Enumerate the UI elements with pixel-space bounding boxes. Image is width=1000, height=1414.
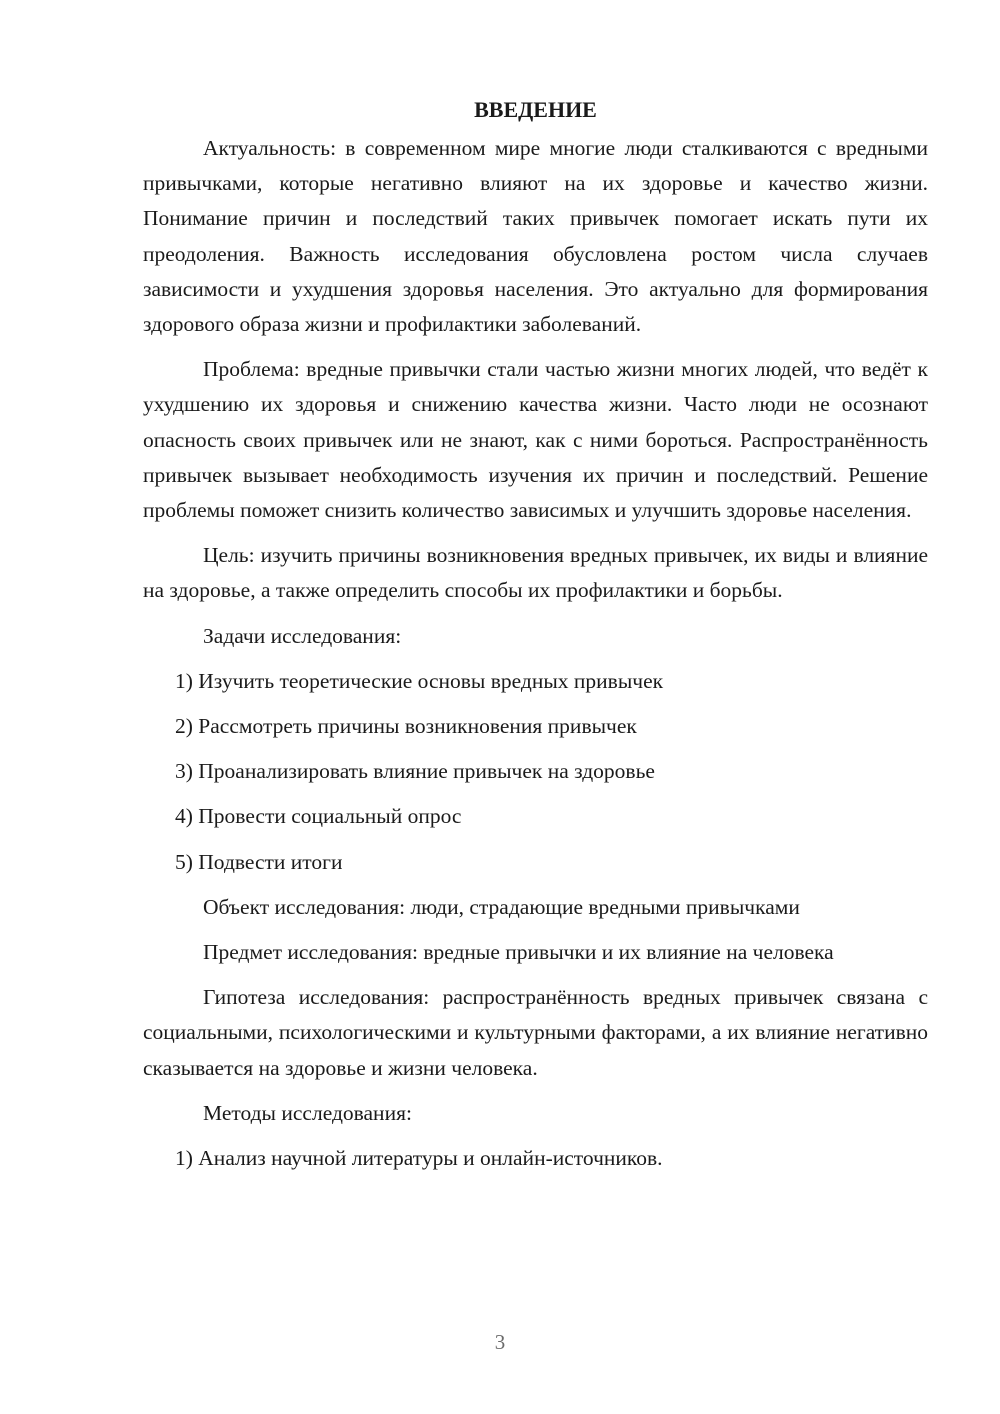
problem-paragraph: Проблема: вредные привычки стали частью жизни многих людей, что ведёт к ухудшению их здоровья и снижению качества жизни. Часто люди не осознают опасность своих привычек или не знают, как с ними бороться. Распространённость привычек вызывает необходимость изучения их причин и последствий. Решение проблемы поможет снизить количество зависимых и улучшить здоровье населения. <box>143 357 928 523</box>
task-item-1: 1) Изучить теоретические основы вредных привычек <box>175 668 664 693</box>
task-item-4: 4) Провести социальный опрос <box>175 804 462 829</box>
goal-paragraph: Цель: изучить причины возникновения вредных привычек, их виды и влияние на здоровье, а также определить способы их профилактики и борьбы. <box>143 543 928 603</box>
hypothesis-paragraph: Гипотеза исследования: распространённость вредных привычек связана с социальными, психологическими и культурными факторами, а их влияние негативно сказывается на здоровье и жизни человека. <box>143 985 928 1080</box>
research-subject: Предмет исследования: вредные привычки и их влияние на человека <box>203 940 834 965</box>
task-item-5: 5) Подвести итоги <box>175 849 343 874</box>
document-page <box>143 92 928 1186</box>
research-object: Объект исследования: люди, страдающие вредными привычками <box>203 894 800 919</box>
task-item-2: 2) Рассмотреть причины возникновения привычек <box>175 714 637 739</box>
tasks-heading: Задачи исследования: <box>203 623 402 648</box>
methods-heading: Методы исследования: <box>203 1100 412 1125</box>
document-title: ВВЕДЕНИЕ <box>474 97 597 122</box>
page-number: 3 <box>494 1330 506 1354</box>
method-item-1: 1) Анализ научной литературы и онлайн-источников. <box>175 1146 663 1171</box>
task-item-3: 3) Проанализировать влияние привычек на здоровье <box>175 759 655 784</box>
relevance-paragraph: Актуальность: в современном мире многие люди сталкиваются с вредными привычками, которые негативно влияют на их здоровье и качество жизни. Понимание причин и последствий таких привычек помогает искать пути их преодоления. Важность исследования обусловлена ростом числа случаев зависимости и ухудшения здоровья населения. Это актуально для формирования здорового образа жизни и профилактики заболеваний. <box>143 136 928 337</box>
